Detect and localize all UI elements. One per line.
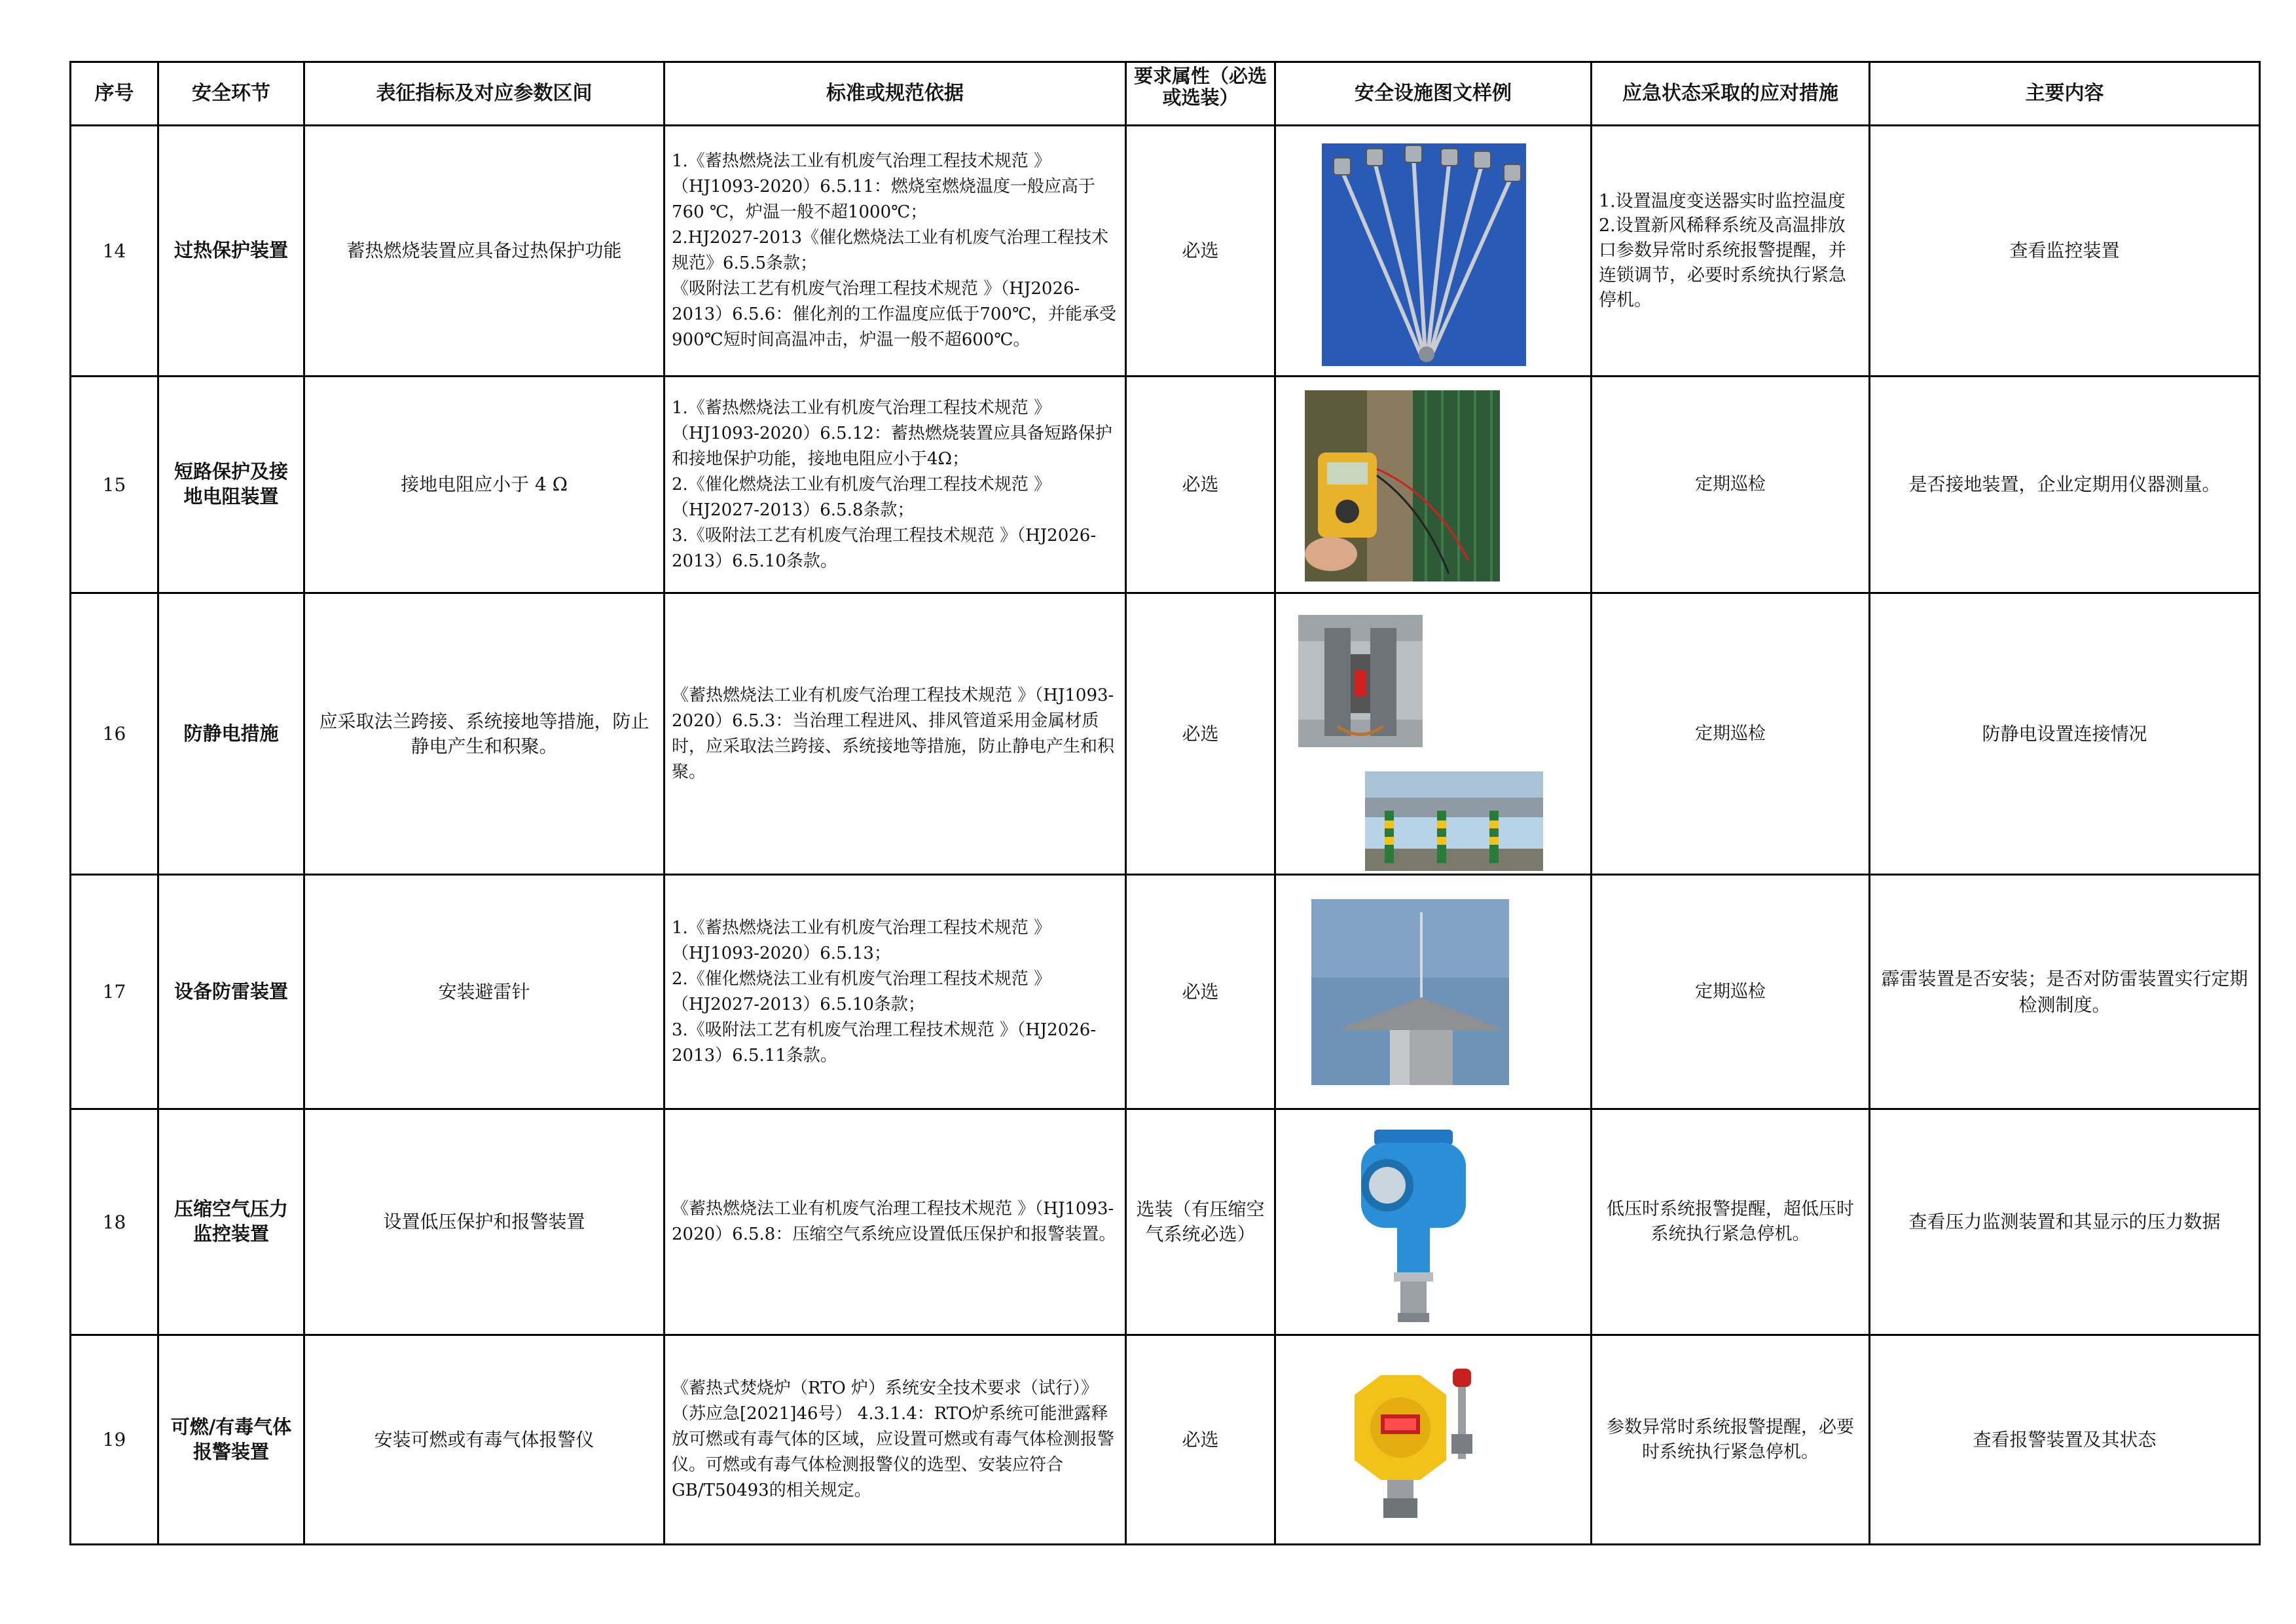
- header-indicator: 表征指标及对应参数区间: [304, 62, 665, 126]
- row-main-content: 查看压力监测装置和其显示的压力数据: [1870, 1109, 2260, 1335]
- row-emergency: 定期巡检: [1592, 875, 1870, 1109]
- row-main-content: 是否接地装置，企业定期用仪器测量。: [1870, 377, 2260, 593]
- table-row: [71, 377, 2260, 593]
- row-requirement: 必选: [1126, 593, 1275, 875]
- row-standard: 1.《蓄热燃烧法工业有机废气治理工程技术规范 》（HJ1093-2020）6.5.11：燃烧室燃烧温度一般应高于 760 ℃，炉温一般不超1000℃； 2.HJ2027-2013《催化燃烧法工业有机废气治理工程技术规范》6.5.5条款； 《吸附法工艺有机废气治理工程技术规范 》（HJ2026-2013）6.5.6：催化剂的工作温度应低于700℃，并能承受900℃短时间高温冲击，炉温一般不超600℃。: [665, 126, 1126, 377]
- table-row: [71, 1109, 2260, 1335]
- row-requirement: 必选: [1126, 875, 1275, 1109]
- safety-facilities-table: [69, 61, 2261, 1545]
- header-standard: 标准或规范依据: [665, 62, 1126, 126]
- flange-bonding-photo: [1298, 615, 1423, 747]
- row-safety-link: 可燃/有毒气体报警装置: [158, 1335, 304, 1545]
- pressure-transmitter-photo: [1341, 1123, 1485, 1326]
- gas-detector-photo: [1341, 1356, 1485, 1527]
- row-emergency: 参数异常时系统报警提醒，必要时系统执行紧急停机。: [1592, 1335, 1870, 1545]
- row-safety-link: 压缩空气压力监控装置: [158, 1109, 304, 1335]
- row-requirement: 必选: [1126, 1335, 1275, 1545]
- row-indicator: 安装可燃或有毒气体报警仪: [304, 1335, 665, 1545]
- row-safety-link: 过热保护装置: [158, 126, 304, 377]
- header-requirement: 要求属性（必选或选装）: [1126, 62, 1275, 126]
- row-safety-link: 设备防雷装置: [158, 875, 304, 1109]
- row-indicator: 安装避雷针: [304, 875, 665, 1109]
- row-emergency: 定期巡检: [1592, 593, 1870, 875]
- row-emergency: 1.设置温度变送器实时监控温度 2.设置新风稀释系统及高温排放口参数异常时系统报警提醒，并连锁调节，必要时系统执行紧急停机。: [1592, 126, 1870, 377]
- row-image-cell: [1275, 1335, 1592, 1545]
- row-requirement: 必选: [1126, 377, 1275, 593]
- row-indicator: 应采取法兰跨接、系统接地等措施，防止静电产生和积聚。: [304, 593, 665, 875]
- header-emergency-measures: 应急状态采取的应对措施: [1592, 62, 1870, 126]
- grounding-posts-photo: [1365, 771, 1543, 871]
- row-image-cell: [1275, 377, 1592, 593]
- row-seq: 19: [71, 1335, 158, 1545]
- row-seq: 15: [71, 377, 158, 593]
- row-seq: 17: [71, 875, 158, 1109]
- row-emergency: 定期巡检: [1592, 377, 1870, 593]
- header-image-example: 安全设施图文样例: [1275, 62, 1592, 126]
- row-image-cell: [1275, 875, 1592, 1109]
- row-standard: 《蓄热燃烧法工业有机废气治理工程技术规范 》（HJ1093-2020）6.5.3：当治理工程进风、排风管道采用金属材质时，应采取法兰跨接、系统接地等措施，防止静电产生和积聚。: [665, 593, 1126, 875]
- row-seq: 16: [71, 593, 158, 875]
- row-standard: 1.《蓄热燃烧法工业有机废气治理工程技术规范 》（HJ1093-2020）6.5.12：蓄热燃烧装置应具备短路保护和接地保护功能，接地电阻应小于4Ω； 2.《催化燃烧法工业有机废气治理工程技术规范 》（HJ2027-2013）6.5.8条款； 3.《吸附法工艺有机废气治理工程技术规范 》（HJ2026-2013）6.5.10条款。: [665, 377, 1126, 593]
- row-standard: 《蓄热燃烧法工业有机废气治理工程技术规范 》（HJ1093-2020）6.5.8：压缩空气系统应设置低压保护和报警装置。: [665, 1109, 1126, 1335]
- table-header-row: [71, 62, 2260, 126]
- row-image-cell: [1275, 593, 1592, 875]
- row-requirement: 必选: [1126, 126, 1275, 377]
- row-indicator: 设置低压保护和报警装置: [304, 1109, 665, 1335]
- row-main-content: 防静电设置连接情况: [1870, 593, 2260, 875]
- table-row: [71, 126, 2260, 377]
- row-image-cell: [1275, 126, 1592, 377]
- row-indicator: 蓄热燃烧装置应具备过热保护功能: [304, 126, 665, 377]
- ground-resistance-meter-photo: [1305, 390, 1500, 581]
- thermocouple-photo: [1322, 143, 1526, 366]
- row-standard: 《蓄热式焚烧炉（RTO 炉）系统安全技术要求（试行）》（苏应急[2021]46号） 4.3.1.4：RTO炉系统可能泄露释放可燃或有毒气体的区域，应设置可燃或有毒气体检测报警仪。可燃或有毒气体检测报警仪的选型、安装应符合GB/T50493的相关规定。: [665, 1335, 1126, 1545]
- row-main-content: 查看报警装置及其状态: [1870, 1335, 2260, 1545]
- row-seq: 18: [71, 1109, 158, 1335]
- row-requirement: 选装（有压缩空气系统必选）: [1126, 1109, 1275, 1335]
- row-indicator: 接地电阻应小于 4 Ω: [304, 377, 665, 593]
- table-row: [71, 593, 2260, 875]
- lightning-rod-photo: [1311, 899, 1509, 1085]
- row-seq: 14: [71, 126, 158, 377]
- row-main-content: 霹雷装置是否安装；是否对防雷装置实行定期检测制度。: [1870, 875, 2260, 1109]
- row-emergency: 低压时系统报警提醒，超低压时系统执行紧急停机。: [1592, 1109, 1870, 1335]
- row-safety-link: 防静电措施: [158, 593, 304, 875]
- row-main-content: 查看监控装置: [1870, 126, 2260, 377]
- header-seq: 序号: [71, 62, 158, 126]
- row-standard: 1.《蓄热燃烧法工业有机废气治理工程技术规范 》（HJ1093-2020）6.5.13； 2.《催化燃烧法工业有机废气治理工程技术规范 》（HJ2027-2013）6.5.10条款； 3.《吸附法工艺有机废气治理工程技术规范 》（HJ2026-2013）6.5.11条款。: [665, 875, 1126, 1109]
- table-row: [71, 875, 2260, 1109]
- header-safety-link: 安全环节: [158, 62, 304, 126]
- header-main-content: 主要内容: [1870, 62, 2260, 126]
- table-row: [71, 1335, 2260, 1545]
- row-safety-link: 短路保护及接地电阻装置: [158, 377, 304, 593]
- row-image-cell: [1275, 1109, 1592, 1335]
